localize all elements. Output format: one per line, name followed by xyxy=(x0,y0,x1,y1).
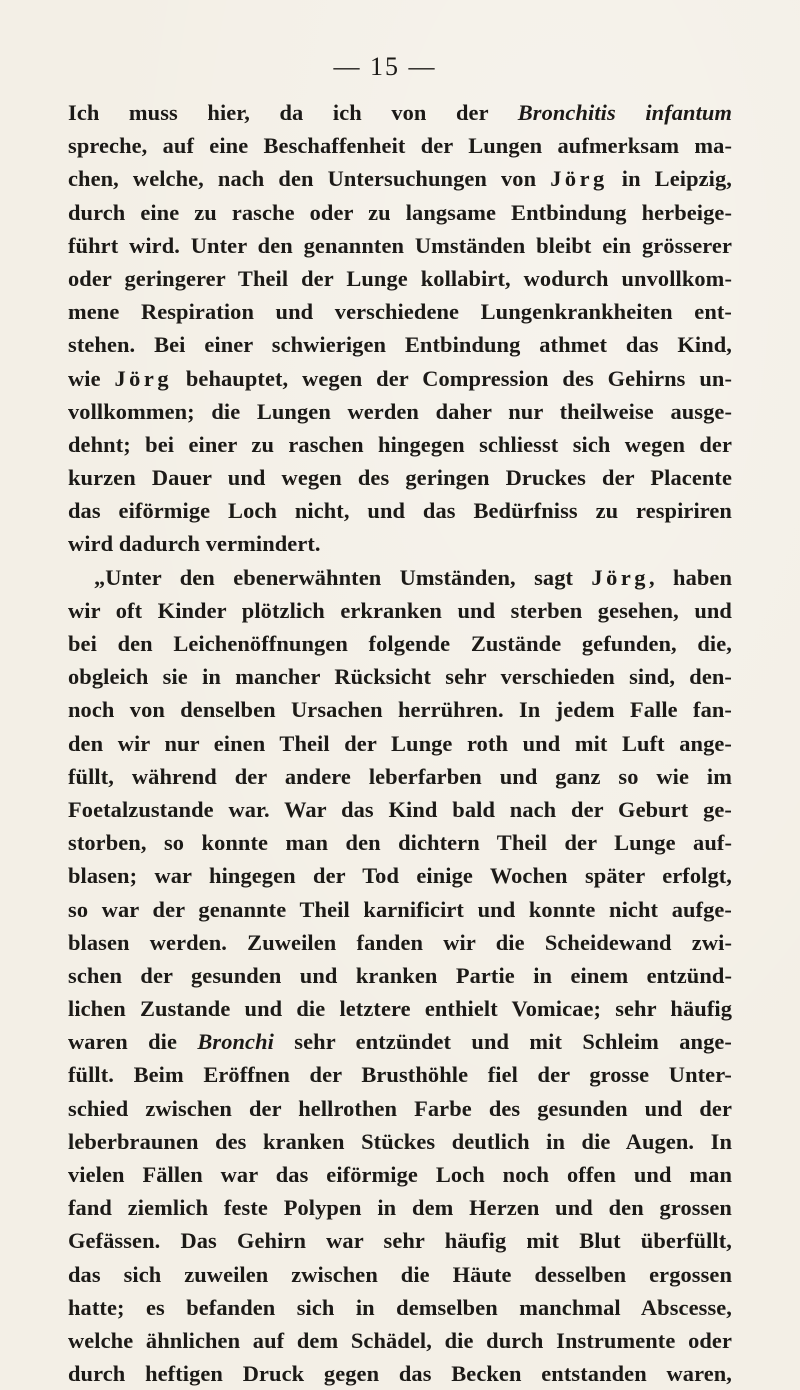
body-text xyxy=(68,96,732,1390)
text-line xyxy=(68,494,732,527)
text-line xyxy=(68,1092,732,1125)
text-line xyxy=(68,527,732,560)
text-segment: Gefässen. Das Gehirn war sehr häufig mit Blut überfüllt, xyxy=(68,1228,732,1254)
text-segment: blasen; war hingegen der Tod einige Wochen später erfolgt, xyxy=(68,863,732,889)
text-segment: füllt, während der andere leberfarben und ganz so wie im xyxy=(68,763,732,789)
text-segment: wir oft Kinder plötzlich erkranken und sterben gesehen, und xyxy=(68,597,732,623)
text-line xyxy=(68,826,732,859)
text-line xyxy=(68,693,732,726)
text-segment: kurzen Dauer und wegen des geringen Druckes der Placente xyxy=(68,465,732,491)
text-segment: waren die xyxy=(68,1029,198,1055)
text-line xyxy=(68,926,732,959)
text-segment: schen der gesunden und kranken Partie in einem entzünd- xyxy=(68,962,732,988)
text-segment: sehr entzündet und mit Schleim ange- xyxy=(273,1029,732,1055)
text-segment: schied zwischen der hellrothen Farbe des gesunden und der xyxy=(68,1095,732,1121)
text-segment: wird dadurch vermindert. xyxy=(68,531,321,557)
text-segment: wie xyxy=(68,365,115,391)
text-line xyxy=(68,561,732,594)
text-line xyxy=(68,129,732,162)
text-segment: oder geringerer Theil der Lunge kollabirt, wodurch unvollkom- xyxy=(68,265,732,291)
text-segment: führt wird. Unter den genannten Umständen bleibt ein grösserer xyxy=(68,232,732,258)
text-line xyxy=(68,1357,732,1390)
text-line xyxy=(68,229,732,262)
text-line xyxy=(68,793,732,826)
text-line xyxy=(68,1058,732,1091)
text-line xyxy=(68,96,732,129)
text-segment: so war der genannte Theil karnificirt und konnte nicht aufge- xyxy=(68,896,732,922)
text-line xyxy=(68,1258,732,1291)
text-segment: vielen Fällen war das eiförmige Loch noch offen und man xyxy=(68,1162,732,1187)
text-segment: füllt. Beim Eröffnen der Brusthöhle fiel der grosse Unter- xyxy=(68,1062,732,1088)
text-line xyxy=(68,660,732,693)
text-line xyxy=(68,461,732,494)
text-segment: welche ähnlichen auf dem Schädel, die durch Instrumente oder xyxy=(68,1327,732,1353)
text-segment: vollkommen; die Lungen werden daher nur theilweise ausge- xyxy=(68,398,732,424)
text-segment: den wir nur einen Theil der Lunge roth und mit Luft ange- xyxy=(68,730,732,756)
text-segment: spreche, auf eine Beschaffenheit der Lungen aufmerksam ma- xyxy=(68,133,732,159)
text-segment: obgleich sie in mancher Rücksicht sehr verschieden sind, den- xyxy=(68,664,732,690)
text-segment: noch von denselben Ursachen herrühren. In jedem Falle fan- xyxy=(68,697,732,723)
text-line xyxy=(68,196,732,229)
text-line xyxy=(68,859,732,892)
text-segment: lichen Zustande und die letztere enthielt Vomicae; sehr häufig xyxy=(68,996,732,1022)
page-number: — 15 — xyxy=(333,52,437,81)
text-line xyxy=(68,362,732,395)
text-segment: „Unter den ebenerwähnten Umständen, sagt xyxy=(94,564,592,590)
text-segment: , haben xyxy=(648,564,733,590)
italic-term: Bronchi xyxy=(197,1029,274,1055)
text-segment: durch heftigen Druck gegen das Becken entstanden waren, xyxy=(68,1361,732,1387)
text-line xyxy=(68,262,732,295)
text-segment: das sich zuweilen zwischen die Häute desselben ergossen xyxy=(68,1261,732,1287)
text-segment: bei den Leichenöffnungen folgende Zustände gefunden, die, xyxy=(68,631,732,656)
text-segment: Foetalzustande war. War das Kind bald nach der Geburt ge- xyxy=(68,796,732,822)
text-segment: stehen. Bei einer schwierigen Entbindung athmet das Kind, xyxy=(68,332,732,358)
author-name: Jörg xyxy=(591,564,649,590)
text-segment: storben, so konnte man den dichtern Theil der Lunge auf- xyxy=(68,830,732,856)
text-line xyxy=(68,760,732,793)
text-segment: das eiförmige Loch nicht, und das Bedürfniss zu respiriren xyxy=(68,498,732,524)
text-line xyxy=(68,328,732,361)
author-name: Jörg xyxy=(550,166,608,192)
text-line xyxy=(68,1191,732,1224)
text-segment: behauptet, wegen der Compression des Gehirns un- xyxy=(172,365,732,391)
text-line xyxy=(68,1291,732,1324)
text-line xyxy=(68,1224,732,1257)
text-line xyxy=(68,594,732,627)
text-line xyxy=(68,727,732,760)
text-line xyxy=(68,1025,732,1058)
author-name: Jörg xyxy=(114,365,173,391)
text-line xyxy=(68,1158,732,1191)
italic-term: Bronchitis infantum xyxy=(517,100,732,125)
text-line xyxy=(68,627,732,660)
text-segment: fand ziemlich feste Polypen in dem Herzen und den grossen xyxy=(68,1195,732,1221)
text-segment: chen, welche, nach den Untersuchungen von xyxy=(68,166,551,192)
text-line xyxy=(68,893,732,926)
text-line xyxy=(68,1324,732,1357)
text-segment: Ich muss hier, da ich von der xyxy=(68,100,518,125)
text-segment: hatte; es befanden sich in demselben manchmal Abscesse, xyxy=(68,1294,732,1320)
text-line xyxy=(68,428,732,461)
text-line xyxy=(68,1125,732,1158)
text-segment: blasen werden. Zuweilen fanden wir die Scheidewand zwi- xyxy=(68,929,732,955)
text-segment: durch eine zu rasche oder zu langsame Entbindung herbeige- xyxy=(68,199,732,225)
text-segment: in Leipzig, xyxy=(607,166,732,192)
text-line xyxy=(68,395,732,428)
text-line xyxy=(68,992,732,1025)
text-line xyxy=(68,162,732,195)
text-line xyxy=(68,959,732,992)
text-segment: dehnt; bei einer zu raschen hingegen schliesst sich wegen der xyxy=(68,431,732,457)
text-segment: mene Respiration und verschiedene Lungenkrankheiten ent- xyxy=(68,299,732,325)
text-line xyxy=(68,295,732,328)
text-segment: leberbraunen des kranken Stückes deutlich in die Augen. In xyxy=(68,1128,732,1154)
